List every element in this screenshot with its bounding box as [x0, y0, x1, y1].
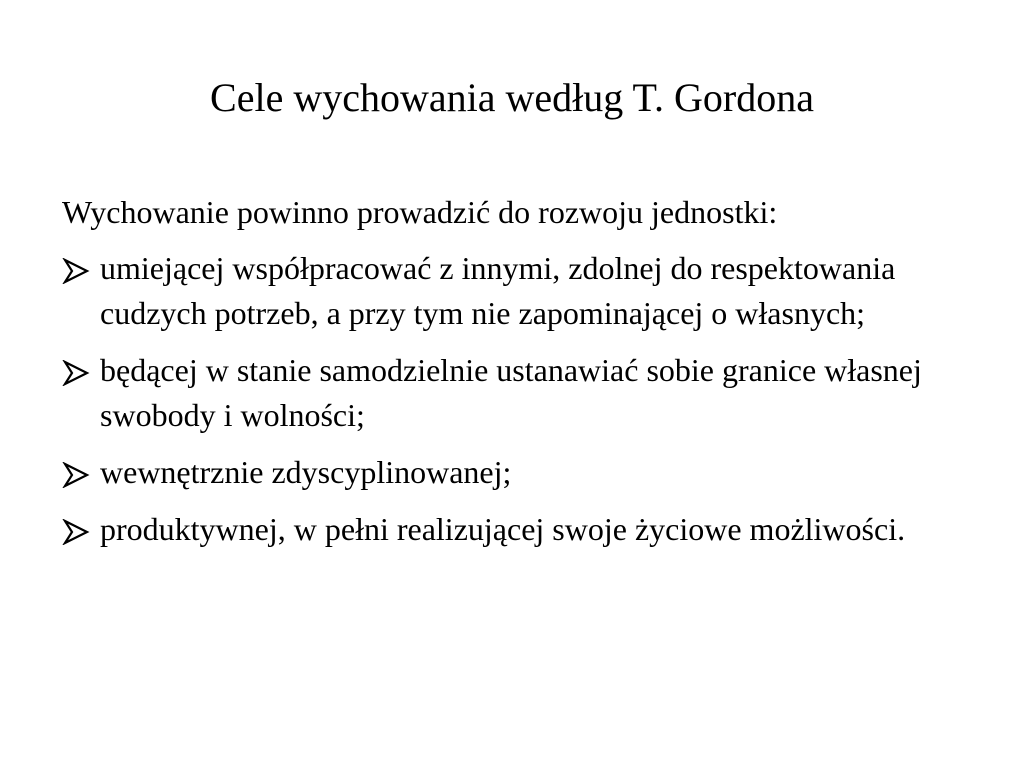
bullet-text: wewnętrznie zdyscyplinowanej;: [100, 454, 512, 490]
intro-text: Wychowanie powinno prowadzić do rozwoju jednostki:: [62, 194, 778, 230]
list-item: [62, 348, 942, 438]
bullet-text: produktywnej, w pełni realizującej swoje życiowe możliwości.: [100, 511, 906, 547]
arrowhead-bullet-icon: [62, 519, 90, 545]
slide-title: Cele wychowania według T. Gordona: [210, 75, 814, 120]
arrowhead-bullet-icon: [62, 258, 90, 284]
bullet-list: [62, 246, 942, 564]
arrowhead-bullet-icon: [62, 462, 90, 488]
list-item: [62, 507, 942, 552]
bullet-text: będącej w stanie samodzielnie ustanawiać sobie granice własnej swobody i wolności;: [100, 352, 922, 433]
arrowhead-bullet-icon: [62, 360, 90, 386]
bullet-text: umiejącej współpracować z innymi, zdolnej do respektowania cudzych potrzeb, a przy tym nie zapominającej o własnych;: [100, 250, 896, 331]
list-item: [62, 246, 942, 336]
list-item: [62, 450, 942, 495]
